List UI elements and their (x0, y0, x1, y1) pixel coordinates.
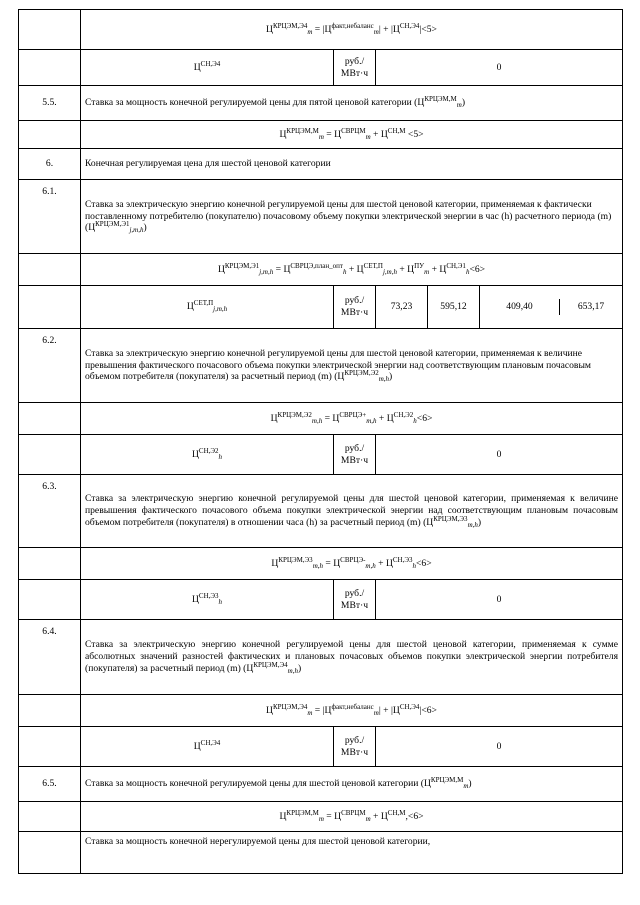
number-cell-empty (19, 10, 81, 50)
value-cell: 73,23 (376, 286, 428, 329)
row-6-2 (19, 329, 623, 403)
item-text-6-4: Ставка за электрическую энергию конечной регулируемой цены для шестой ценовой категории, применяемая к сумме абсолютных значений разностей фактических и плановых почасовых объемов покупки электрической энергии потребителя (покупателя) за расчетный период (m) $(Ц^{КРЦЭМ,Э4}_{m,h})$ (81, 620, 623, 695)
row-6-2-formula (19, 403, 623, 435)
formula-6-1: $Ц^{КРЦЭМ,Э1}_{j,m,h} = Ц^{СВРЦЭ,план\_опт}_h + Ц^{СЕТ,П}_{j,m,h} + Ц^{ПУ}_m + Ц^{СН,Э1}_h<6>$ (81, 254, 623, 286)
row-6 (19, 149, 623, 180)
unit-cell: руб./ МВт·ч (334, 286, 376, 329)
row-6-3-formula (19, 548, 623, 580)
value-cell: 595,12 (428, 286, 480, 329)
value-cell: 653,17 (577, 301, 605, 313)
row-5-5-formula (19, 121, 623, 149)
item-text-6: Конечная регулируемая цена для шестой ценовой категории (81, 149, 623, 180)
row-6-3-value (19, 580, 623, 620)
item-text-6-2: Ставка за электрическую энергию конечной регулируемой цены для шестой ценовой категории, применяемая к величине превышения фактического почасового объема покупки электрической энергии над соответствующим плановым почасовым объемом потребителя (покупателя) за расчетный период (m) $(Ц^{КРЦЭМ,Э2}_{m,h})$ (81, 329, 623, 403)
symbol-sn-e4: $Ц^{СН,Э4}$ (81, 727, 334, 767)
item-number: 5.5. (19, 86, 81, 121)
row-6-5 (19, 767, 623, 802)
formula-6-3: $Ц^{КРЦЭМ,Э3}_{m,h} = Ц^{СВРЦЭ-}_{m,h} + Ц^{СН,Э3}_h<6>$ (81, 548, 623, 580)
row-5-5 (19, 86, 623, 121)
tariff-table (18, 9, 623, 874)
value-cell: 0 (376, 435, 623, 475)
item-text-6-3: Ставка за электрическую энергию конечной регулируемой цены для шестой ценовой категории, применяемая к величине превышения фактического почасового объема покупки электрической энергии над соответствующим плановым почасовым объемом потребителя (покупателя) в отношении часа (h) за расчетный период (m) $(Ц^{КРЦЭМ,Э3}_{m,h})$ (81, 475, 623, 548)
row-6-1 (19, 180, 623, 254)
item-number: 6.4. (19, 620, 81, 695)
row-6-1-values (19, 286, 623, 329)
formula-6-4: $Ц^{КРЦЭМ,Э4}_m = |Ц^{факт,небаланс}_m| + |Ц^{СН,Э4}|<6>$ (81, 695, 623, 727)
row-6-4 (19, 620, 623, 695)
row-next (19, 832, 623, 874)
value-cell: 0 (376, 580, 623, 620)
item-text-6-5: Ставка за мощность конечной регулируемой цены для шестой ценовой категории $(Ц^{КРЦЭМ,М}_m)$ (81, 767, 623, 802)
item-number: 6.5. (19, 767, 81, 802)
formula-6-2: $Ц^{КРЦЭМ,Э2}_{m,h} = Ц^{СВРЦЭ+}_{m,h} + Ц^{СН,Э2}_h<6>$ (81, 403, 623, 435)
row-5-4-formula (19, 10, 623, 50)
formula-5-4: $Ц^{КРЦЭМ,Э4}_m = |Ц^{факт,небаланс}_m| + |Ц^{СН,Э4}|<5>$ (81, 10, 623, 50)
item-number: 6. (19, 149, 81, 180)
symbol-sn-e4: $Ц^{СН,Э4}$ (81, 50, 334, 86)
item-text-next: Ставка за мощность конечной нерегулируемой цены для шестой ценовой категории, (81, 832, 623, 874)
item-text-5-5: Ставка за мощность конечной регулируемой цены для пятой ценовой категории $(Ц^{КРЦЭМ,М}_m)$ (81, 86, 623, 121)
value-cell: 0 (376, 727, 623, 767)
formula-6-5: $Ц^{КРЦЭМ,М}_m = Ц^{СВРЦМ}_m + Ц^{СН,М},<6>$ (81, 802, 623, 832)
unit-cell: руб./ МВт·ч (334, 50, 376, 86)
row-6-3 (19, 475, 623, 548)
symbol-set-p: $Ц^{СЕТ,П}_{j,m,h}$ (81, 286, 334, 329)
value-cell (480, 286, 623, 329)
row-6-2-value (19, 435, 623, 475)
unit-cell: руб./ МВт·ч (334, 580, 376, 620)
symbol-sn-e3: $Ц^{СН,Э3}_h$ (81, 580, 334, 620)
row-5-4-value (19, 50, 623, 86)
item-number: 6.3. (19, 475, 81, 548)
item-number: 6.1. (19, 180, 81, 254)
row-6-1-formula (19, 254, 623, 286)
item-text-6-1: Ставка за электрическую энергию конечной регулируемой цены для шестой ценовой категории, применяемая к фактически поставленному потребителю (покупателю) почасовому объему покупки электрической энергии в час (h) расчетного периода (m) $(Ц^{КРЦЭМ,Э1}_{j,m,h})$ (81, 180, 623, 254)
row-6-4-value (19, 727, 623, 767)
row-6-5-formula (19, 802, 623, 832)
value-cell: 0 (376, 50, 623, 86)
unit-cell: руб./ МВт·ч (334, 727, 376, 767)
value-cell: 409,40 (480, 299, 560, 315)
formula-5-5: $Ц^{КРЦЭМ,М}_m = Ц^{СВРЦМ}_m + Ц^{СН,М} <5>$ (81, 121, 623, 149)
unit-cell: руб./ МВт·ч (334, 435, 376, 475)
row-6-4-formula (19, 695, 623, 727)
symbol-sn-e2: $Ц^{СН,Э2}_h$ (81, 435, 334, 475)
item-number: 6.2. (19, 329, 81, 403)
